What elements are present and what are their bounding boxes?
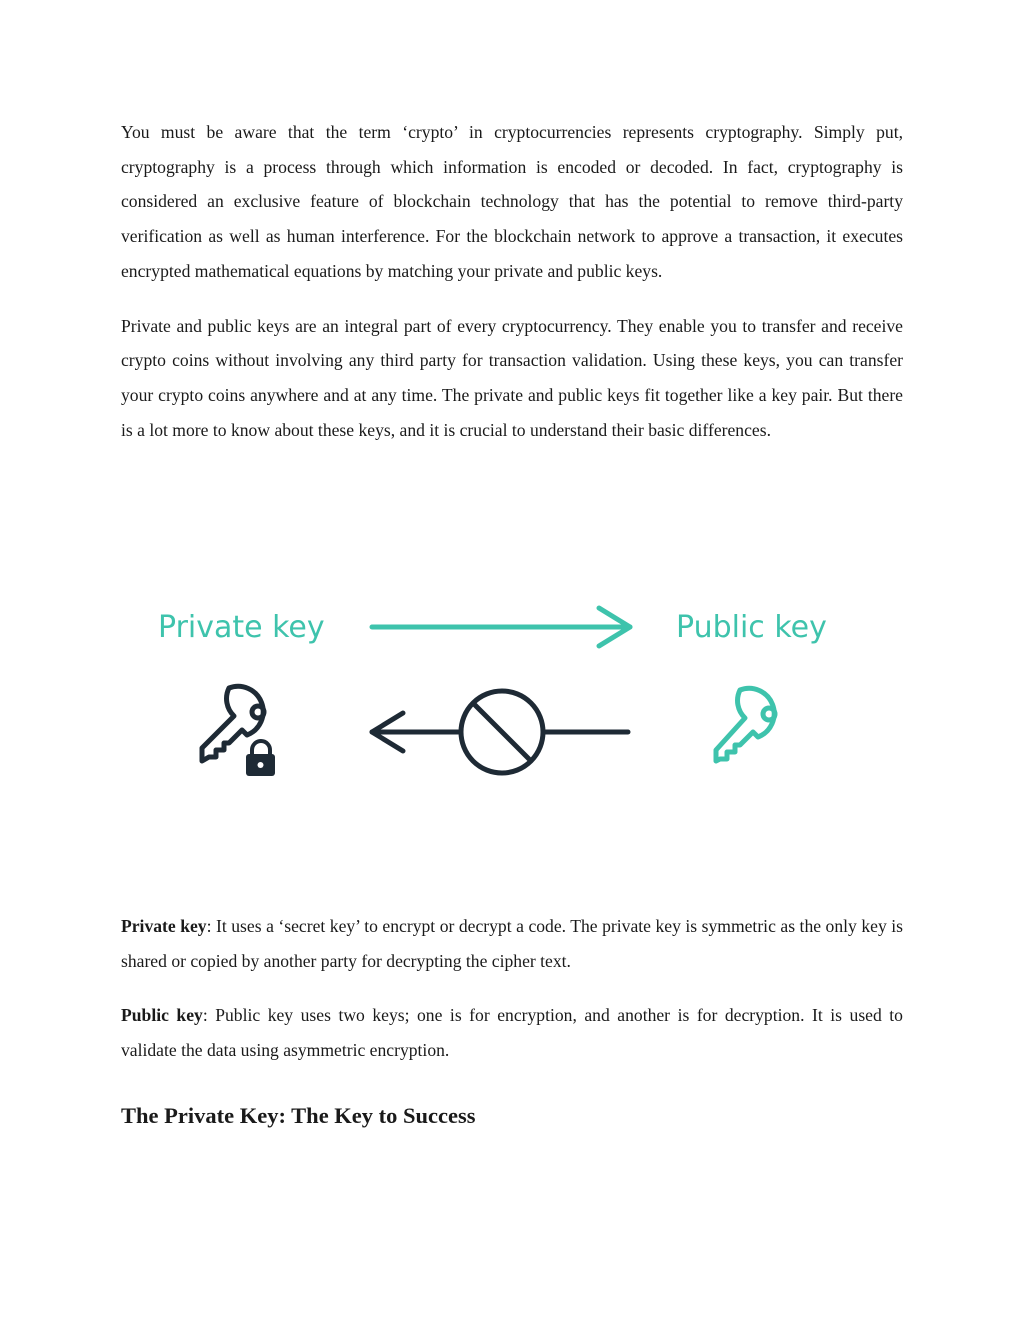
private-key-term: Private key xyxy=(121,916,207,936)
prohibited-icon xyxy=(461,691,543,773)
private-key-definition xyxy=(121,909,903,978)
private-key-text: : It uses a ‘secret key’ to encrypt or decrypt a code. The private key is symmetric as the only key is shared or copied by another party for decrypting the cipher text. xyxy=(121,916,903,971)
public-key-term: Public key xyxy=(121,1005,203,1026)
public-key-text: : Public key uses two keys; one is for encryption, and another is for decryption. It is used to validate the data using asymmetric encryption. xyxy=(121,1005,903,1061)
section-heading: The Private Key: The Key to Success xyxy=(121,1103,476,1128)
definitions-section xyxy=(121,909,903,1068)
lock-icon xyxy=(246,741,275,776)
intro-section xyxy=(121,115,903,447)
intro-paragraph-2: Private and public keys are an integral part of every cryptocurrency. They enable you to transfer and receive crypto coins without involving any third party for transaction validation. Using these keys, you can transfer your crypto coins anywhere and at any time. The private and public keys fit together like a key pair. But there is a lot more to know about these keys, and it is crucial to understand their basic differences. xyxy=(121,315,903,440)
public-key-label: Public key xyxy=(676,610,827,645)
arrow-right-icon xyxy=(372,608,630,646)
key-diagram xyxy=(150,595,850,795)
key-diagram-svg xyxy=(150,595,850,795)
key-icon xyxy=(716,688,775,761)
public-key-definition xyxy=(121,998,903,1067)
private-key-label: Private key xyxy=(158,610,325,645)
key-lock-icon xyxy=(202,686,275,776)
intro-paragraph-1: You must be aware that the term ‘crypto’ in cryptocurrencies represents cryptography. Simply put, cryptography is a process through which information is encoded or decoded. In fact, cryptography is considered an exclusive feature of blockchain technology that has the potential to remove third-party verification as well as human interference. For the blockchain network to approve a transaction, it executes encrypted mathematical equations by matching your private and public keys. xyxy=(121,122,903,281)
